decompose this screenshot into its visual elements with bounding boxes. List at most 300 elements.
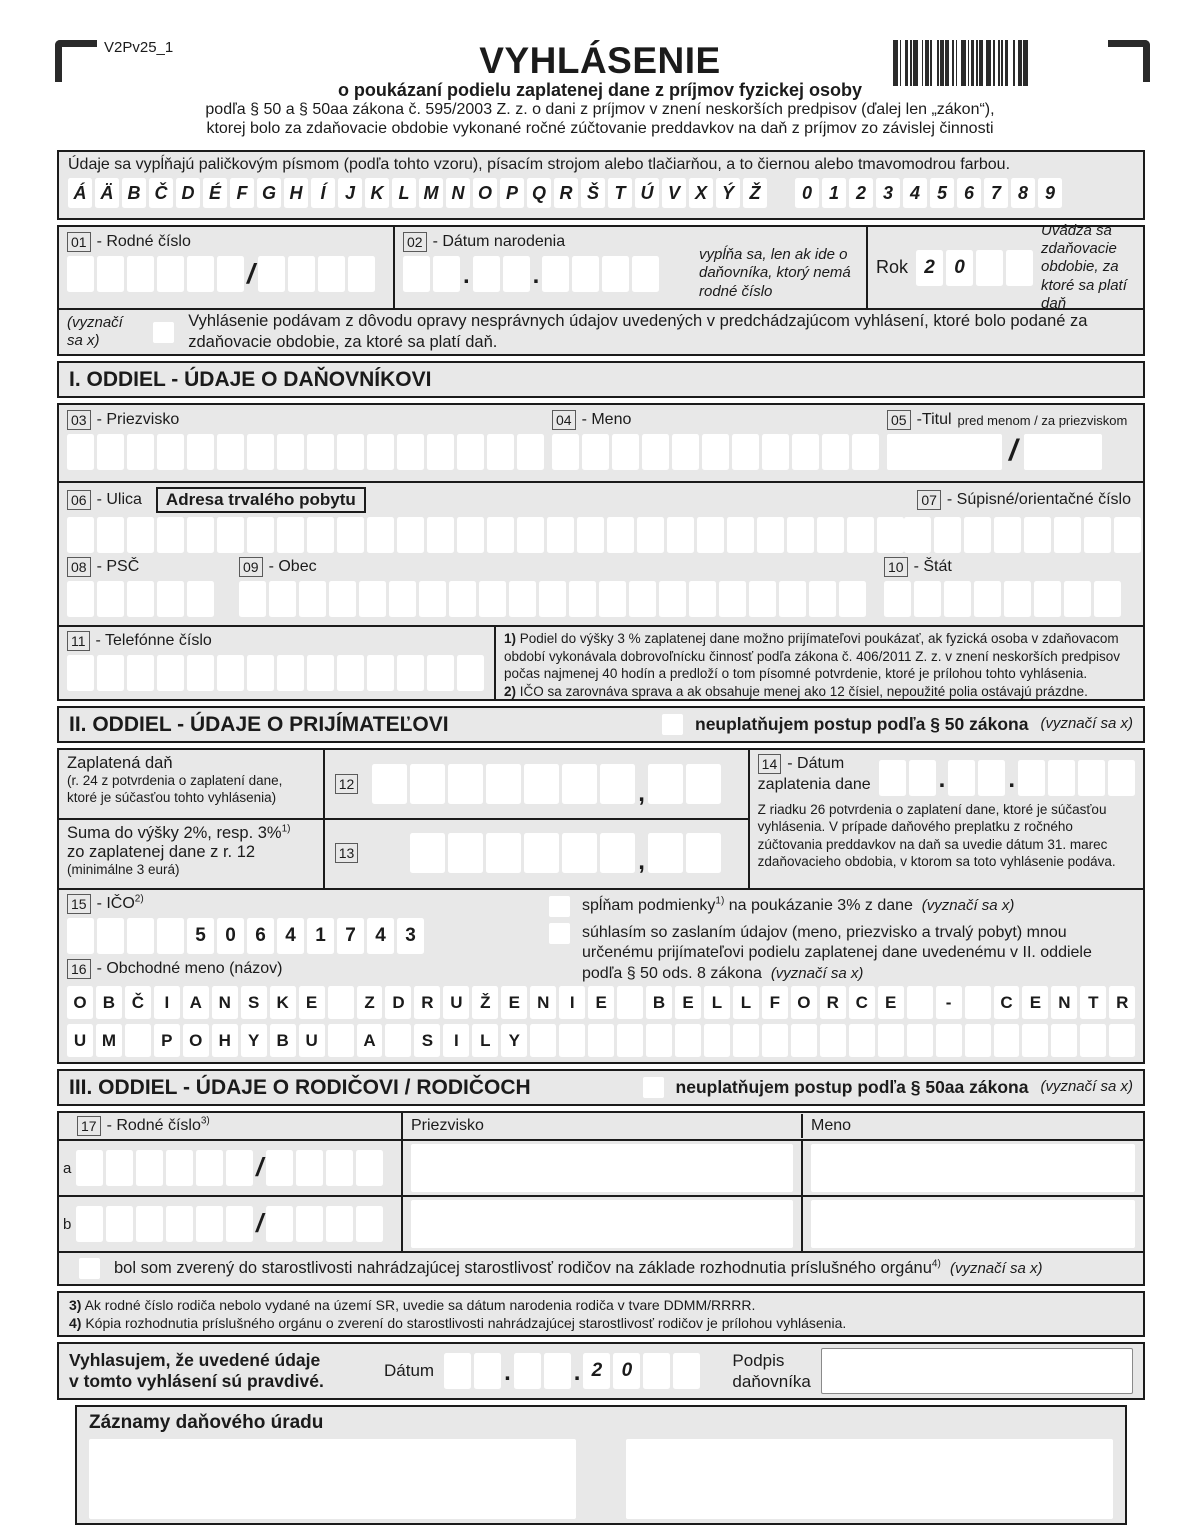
char-cell[interactable]: 3 <box>397 918 424 954</box>
tax-office-label: Záznamy daňového úradu <box>89 1412 324 1434</box>
char-cell[interactable] <box>127 434 154 470</box>
char-cell[interactable] <box>1004 581 1031 617</box>
tax-office-field-right[interactable] <box>626 1439 1113 1519</box>
char-cell[interactable] <box>974 581 1001 617</box>
char-cell[interactable]: F <box>762 986 788 1019</box>
char-cell[interactable] <box>67 517 94 553</box>
char-cell[interactable]: Y <box>501 1024 527 1057</box>
char-cell[interactable] <box>127 581 154 617</box>
char-cell[interactable] <box>356 1150 383 1186</box>
char-cell[interactable] <box>419 581 446 617</box>
char-cell[interactable]: C <box>994 986 1020 1019</box>
char-cell[interactable]: S <box>414 1024 440 1057</box>
char-cell[interactable] <box>226 1206 253 1242</box>
birth-year-cells <box>542 256 659 292</box>
char-cell[interactable] <box>878 1024 904 1057</box>
char-cell[interactable] <box>187 517 214 553</box>
char-cell[interactable] <box>328 1024 354 1057</box>
char-cell[interactable] <box>817 517 844 553</box>
char-cell[interactable] <box>67 434 94 470</box>
char-cell[interactable] <box>166 1150 193 1186</box>
char-cell[interactable] <box>643 1353 670 1389</box>
tax-office-field-left[interactable] <box>89 1439 576 1519</box>
char-cell[interactable] <box>877 517 904 553</box>
char-cell[interactable]: C <box>849 986 875 1019</box>
char-cell[interactable] <box>948 760 975 796</box>
char-cell[interactable] <box>67 256 94 292</box>
char-cell[interactable] <box>757 517 784 553</box>
correction-checkbox[interactable] <box>153 322 174 343</box>
char-cell[interactable] <box>909 760 936 796</box>
char-cell[interactable] <box>247 517 274 553</box>
char-cell[interactable]: P <box>154 1024 180 1057</box>
char-cell[interactable] <box>427 434 454 470</box>
char-cell: Q <box>527 178 551 208</box>
char-cell[interactable] <box>719 581 746 617</box>
char-cell[interactable] <box>448 833 483 873</box>
char-cell[interactable] <box>288 256 315 292</box>
char-cell[interactable]: L <box>472 1024 498 1057</box>
char-cell[interactable] <box>67 655 94 691</box>
titul-za-field[interactable] <box>1024 434 1102 470</box>
char-cell[interactable]: E <box>299 986 325 1019</box>
char-cell[interactable] <box>367 655 394 691</box>
char-cell[interactable] <box>457 517 484 553</box>
char-cell[interactable] <box>879 760 906 796</box>
char-cell[interactable] <box>762 1024 788 1057</box>
char-cell[interactable]: N <box>530 986 556 1019</box>
parent-b-priezvisko-field[interactable] <box>411 1200 793 1248</box>
char-cell[interactable] <box>367 434 394 470</box>
char-cell[interactable] <box>448 764 483 804</box>
char-cell[interactable] <box>964 517 991 553</box>
char-cell[interactable]: O <box>183 1024 209 1057</box>
char-cell[interactable]: B <box>96 986 122 1019</box>
char-cell[interactable] <box>600 833 635 873</box>
char-cell[interactable] <box>1034 581 1061 617</box>
char-cell[interactable] <box>67 581 94 617</box>
char-cell[interactable]: S <box>241 986 267 1019</box>
char-cell[interactable] <box>187 581 214 617</box>
char-cell[interactable]: U <box>443 986 469 1019</box>
char-cell[interactable] <box>936 1024 962 1057</box>
char-cell[interactable] <box>196 1206 223 1242</box>
char-cell[interactable] <box>779 581 806 617</box>
char-cell[interactable] <box>329 581 356 617</box>
char-cell[interactable] <box>733 1024 759 1057</box>
char-cell[interactable] <box>965 1024 991 1057</box>
char-cell[interactable] <box>1064 581 1091 617</box>
char-cell[interactable] <box>473 256 500 292</box>
char-cell[interactable] <box>474 1353 501 1389</box>
char-cell[interactable] <box>97 434 124 470</box>
char-cell[interactable] <box>629 581 656 617</box>
char-cell[interactable] <box>76 1150 103 1186</box>
char-cell[interactable]: N <box>212 986 238 1019</box>
char-cell[interactable] <box>569 581 596 617</box>
char-cell[interactable] <box>157 581 184 617</box>
char-cell[interactable]: 1 <box>307 918 334 954</box>
char-cell[interactable] <box>809 581 836 617</box>
char-cell[interactable]: 4 <box>367 918 394 954</box>
char-cell[interactable] <box>577 517 604 553</box>
char-cell[interactable] <box>849 1024 875 1057</box>
char-cell[interactable] <box>337 434 364 470</box>
char-cell[interactable] <box>852 434 879 470</box>
char-cell[interactable] <box>359 581 386 617</box>
char-cell[interactable] <box>127 655 154 691</box>
char-cell[interactable] <box>157 655 184 691</box>
char-cell[interactable] <box>686 833 721 873</box>
char-cell[interactable] <box>239 581 266 617</box>
char-cell[interactable] <box>1054 517 1081 553</box>
char-cell[interactable] <box>1051 1024 1077 1057</box>
char-cell[interactable] <box>433 256 460 292</box>
char-cell[interactable] <box>226 1150 253 1186</box>
char-cell[interactable] <box>136 1206 163 1242</box>
char-cell[interactable]: E <box>501 986 527 1019</box>
char-cell[interactable]: M <box>96 1024 122 1057</box>
char-cell[interactable] <box>296 1206 323 1242</box>
char-cell[interactable] <box>934 517 961 553</box>
char-cell[interactable] <box>97 918 124 954</box>
field-10-number: 10 <box>884 557 908 577</box>
char-cell[interactable] <box>539 581 566 617</box>
char-cell[interactable] <box>326 1206 353 1242</box>
char-cell[interactable]: R <box>414 986 440 1019</box>
char-cell[interactable] <box>547 517 574 553</box>
char-cell[interactable] <box>617 986 643 1019</box>
custody-checkbox[interactable] <box>79 1258 100 1279</box>
char-cell[interactable] <box>572 256 599 292</box>
char-cell[interactable] <box>697 517 724 553</box>
char-cell[interactable] <box>994 1024 1020 1057</box>
char-cell[interactable]: 0 <box>946 250 973 286</box>
char-cell[interactable] <box>307 517 334 553</box>
char-cell[interactable]: R <box>1109 986 1135 1019</box>
char-cell[interactable] <box>904 517 931 553</box>
char-cell[interactable] <box>762 434 789 470</box>
char-cell[interactable] <box>562 764 597 804</box>
char-cell[interactable] <box>410 764 445 804</box>
char-cell[interactable] <box>702 434 729 470</box>
char-cell[interactable]: U <box>67 1024 93 1057</box>
char-cell[interactable] <box>337 517 364 553</box>
char-cell[interactable] <box>907 986 933 1019</box>
char-cell[interactable] <box>514 1353 541 1389</box>
parent-a-priezvisko-field[interactable] <box>411 1144 793 1192</box>
char-cell[interactable] <box>457 655 484 691</box>
char-cell[interactable] <box>367 517 394 553</box>
char-cell[interactable] <box>67 918 94 954</box>
titul-pred-field[interactable] <box>887 434 1002 470</box>
char-cell[interactable] <box>247 655 274 691</box>
char-cell[interactable] <box>517 517 544 553</box>
char-cell[interactable] <box>397 434 424 470</box>
footnote-3-number: 3) <box>69 1297 82 1313</box>
char-cell[interactable] <box>602 256 629 292</box>
char-cell[interactable] <box>582 434 609 470</box>
char-cell[interactable] <box>686 764 721 804</box>
char-cell[interactable] <box>648 833 683 873</box>
pay-day-cells <box>879 760 936 796</box>
char-cell[interactable] <box>299 581 326 617</box>
field-rok <box>868 221 1143 312</box>
char-cell[interactable] <box>217 655 244 691</box>
char-cell[interactable]: 4 <box>277 918 304 954</box>
char-cell[interactable] <box>704 1024 730 1057</box>
char-cell[interactable] <box>397 517 424 553</box>
char-cell[interactable] <box>125 1024 151 1057</box>
char-cell[interactable] <box>503 256 530 292</box>
char-cell[interactable] <box>326 1150 353 1186</box>
char-cell[interactable] <box>544 1353 571 1389</box>
section2-optout-checkbox[interactable] <box>662 714 683 735</box>
char-cell[interactable] <box>612 434 639 470</box>
char-cell[interactable] <box>157 918 184 954</box>
char-cell[interactable]: Č <box>125 986 151 1019</box>
char-cell[interactable] <box>517 434 544 470</box>
char-cell[interactable] <box>269 581 296 617</box>
char-cell[interactable] <box>648 764 683 804</box>
char-cell[interactable]: B <box>646 986 672 1019</box>
char-cell[interactable] <box>732 434 759 470</box>
char-cell[interactable] <box>307 655 334 691</box>
char-cell[interactable]: I <box>154 986 180 1019</box>
char-cell[interactable]: O <box>791 986 817 1019</box>
field-02-number: 02 <box>403 232 427 252</box>
char-cell[interactable] <box>127 517 154 553</box>
char-cell[interactable] <box>307 434 334 470</box>
char-cell[interactable] <box>389 581 416 617</box>
char-cell[interactable] <box>839 581 866 617</box>
char-cell[interactable] <box>479 581 506 617</box>
char-cell[interactable] <box>356 1206 383 1242</box>
char-cell[interactable] <box>397 655 424 691</box>
char-cell[interactable] <box>486 833 521 873</box>
char-cell[interactable] <box>530 1024 556 1057</box>
char-cell[interactable] <box>559 1024 585 1057</box>
char-cell[interactable] <box>659 581 686 617</box>
char-cell[interactable] <box>524 764 559 804</box>
char-cell[interactable] <box>487 434 514 470</box>
char-cell[interactable] <box>667 517 694 553</box>
char-cell[interactable]: A <box>357 1024 383 1057</box>
char-cell[interactable] <box>673 1353 700 1389</box>
char-cell[interactable] <box>487 517 514 553</box>
char-cell[interactable] <box>1108 760 1135 796</box>
char-cell[interactable] <box>1094 581 1121 617</box>
char-cell[interactable]: Ž <box>472 986 498 1019</box>
char-cell: L <box>392 178 416 208</box>
char-cell[interactable]: 2 <box>916 250 943 286</box>
field-15-label: - IČO$^{2)}$ <box>96 893 144 912</box>
char-cell[interactable] <box>337 655 364 691</box>
char-cell[interactable] <box>449 581 476 617</box>
char-cell[interactable]: Z <box>357 986 383 1019</box>
char-cell[interactable]: K <box>270 986 296 1019</box>
char-cell[interactable] <box>675 1024 701 1057</box>
char-cell[interactable] <box>277 655 304 691</box>
char-cell[interactable] <box>820 1024 846 1057</box>
char-cell[interactable] <box>266 1206 293 1242</box>
char-cell[interactable] <box>552 434 579 470</box>
char-cell[interactable] <box>372 764 407 804</box>
char-cell[interactable] <box>749 581 776 617</box>
char-cell[interactable] <box>106 1150 133 1186</box>
parent-b-meno-field[interactable] <box>811 1200 1135 1248</box>
char-cell[interactable] <box>791 1024 817 1057</box>
char-cell[interactable] <box>1006 250 1033 286</box>
char-cell[interactable]: 0 <box>613 1353 640 1389</box>
char-cell[interactable] <box>427 655 454 691</box>
char-cell[interactable] <box>97 256 124 292</box>
char-cell[interactable]: O <box>67 986 93 1019</box>
char-cell[interactable] <box>1018 760 1045 796</box>
char-cell[interactable] <box>646 1024 672 1057</box>
char-cell[interactable]: 7 <box>337 918 364 954</box>
char-cell[interactable] <box>907 1024 933 1057</box>
char-cell[interactable] <box>444 1353 471 1389</box>
char-cell[interactable] <box>217 434 244 470</box>
business-name-row-1 <box>67 986 1135 1019</box>
fill-instructions-box <box>57 150 1145 220</box>
char-cell[interactable] <box>403 256 430 292</box>
char-cell[interactable] <box>1109 1024 1135 1057</box>
char-cell[interactable] <box>187 256 214 292</box>
char-cell[interactable] <box>642 434 669 470</box>
char-cell[interactable] <box>348 256 375 292</box>
section1-header <box>57 361 1145 398</box>
char-cell[interactable]: T <box>1080 986 1106 1019</box>
char-cell[interactable]: 2 <box>583 1353 610 1389</box>
char-cell[interactable] <box>277 517 304 553</box>
char-cell[interactable] <box>277 434 304 470</box>
consent-checkbox[interactable] <box>549 923 570 944</box>
char-cell[interactable] <box>318 256 345 292</box>
char-cell[interactable]: B <box>270 1024 296 1057</box>
char-cell[interactable]: A <box>183 986 209 1019</box>
char-cell[interactable] <box>127 918 154 954</box>
char-cell[interactable] <box>97 581 124 617</box>
char-cell[interactable] <box>97 655 124 691</box>
char-cell[interactable] <box>617 1024 643 1057</box>
char-cell[interactable]: H <box>212 1024 238 1057</box>
char-cell[interactable] <box>965 986 991 1019</box>
char-cell[interactable] <box>727 517 754 553</box>
char-cell[interactable] <box>509 581 536 617</box>
char-cell[interactable] <box>427 517 454 553</box>
char-cell[interactable] <box>599 581 626 617</box>
char-cell[interactable] <box>410 833 445 873</box>
char-cell[interactable] <box>632 256 659 292</box>
signature-field[interactable] <box>821 1348 1133 1394</box>
char-cell[interactable] <box>76 1206 103 1242</box>
char-cell[interactable]: Y <box>241 1024 267 1057</box>
char-cell[interactable]: 5 <box>187 918 214 954</box>
char-cell[interactable] <box>600 764 635 804</box>
char-cell[interactable] <box>157 256 184 292</box>
char-cell[interactable] <box>1080 1024 1106 1057</box>
char-cell[interactable] <box>1078 760 1105 796</box>
char-cell[interactable] <box>1024 517 1051 553</box>
section3-optout-checkbox[interactable] <box>643 1077 664 1098</box>
char-cell[interactable] <box>247 434 274 470</box>
char-cell[interactable] <box>187 434 214 470</box>
char-cell[interactable]: D <box>385 986 411 1019</box>
char-cell[interactable] <box>127 256 154 292</box>
char-cell[interactable] <box>187 655 214 691</box>
char-cell[interactable]: L <box>704 986 730 1019</box>
condition-3pct-checkbox[interactable] <box>549 896 570 917</box>
char-cell[interactable] <box>994 517 1021 553</box>
char-cell[interactable]: U <box>299 1024 325 1057</box>
char-cell[interactable] <box>1084 517 1111 553</box>
char-cell[interactable] <box>157 434 184 470</box>
char-cell[interactable] <box>792 434 819 470</box>
char-cell[interactable] <box>672 434 699 470</box>
char-cell[interactable] <box>486 764 521 804</box>
char-cell[interactable] <box>266 1150 293 1186</box>
char-cell[interactable] <box>157 517 184 553</box>
char-cell[interactable]: E <box>1022 986 1048 1019</box>
char-cell[interactable] <box>166 1206 193 1242</box>
char-cell[interactable] <box>457 434 484 470</box>
char-cell[interactable]: 6 <box>247 918 274 954</box>
char-cell[interactable] <box>822 434 849 470</box>
char-cell[interactable] <box>847 517 874 553</box>
char-cell[interactable] <box>97 517 124 553</box>
char-cell[interactable]: E <box>878 986 904 1019</box>
char-cell[interactable] <box>385 1024 411 1057</box>
char-cell[interactable] <box>1022 1024 1048 1057</box>
char-cell[interactable] <box>136 1150 163 1186</box>
char-cell[interactable]: E <box>675 986 701 1019</box>
char-cell[interactable]: I <box>559 986 585 1019</box>
char-cell[interactable] <box>884 581 911 617</box>
char-cell[interactable] <box>106 1206 133 1242</box>
char-cell[interactable] <box>588 1024 614 1057</box>
char-cell[interactable] <box>328 986 354 1019</box>
char-cell[interactable] <box>607 517 634 553</box>
char-cell[interactable] <box>976 250 1003 286</box>
char-cell[interactable] <box>944 581 971 617</box>
char-cell[interactable] <box>914 581 941 617</box>
char-cell[interactable] <box>524 833 559 873</box>
char-cell[interactable] <box>637 517 664 553</box>
parent-a-meno-field[interactable] <box>811 1144 1135 1192</box>
char-cell[interactable] <box>562 833 597 873</box>
char-cell[interactable]: R <box>820 986 846 1019</box>
char-cell[interactable]: N <box>1051 986 1077 1019</box>
char-cell[interactable] <box>217 256 244 292</box>
char-cell[interactable] <box>787 517 814 553</box>
char-cell[interactable]: L <box>733 986 759 1019</box>
char-cell[interactable] <box>689 581 716 617</box>
char-cell[interactable] <box>542 256 569 292</box>
char-cell[interactable]: - <box>936 986 962 1019</box>
char-cell[interactable] <box>1114 517 1141 553</box>
char-cell[interactable]: I <box>443 1024 469 1057</box>
char-cell[interactable] <box>217 517 244 553</box>
char-cell[interactable] <box>258 256 285 292</box>
char-cell[interactable] <box>1048 760 1075 796</box>
char-cell[interactable]: E <box>588 986 614 1019</box>
char-cell[interactable] <box>296 1150 323 1186</box>
char-cell[interactable] <box>196 1150 223 1186</box>
char-cell[interactable] <box>978 760 1005 796</box>
char-cell[interactable]: 0 <box>217 918 244 954</box>
